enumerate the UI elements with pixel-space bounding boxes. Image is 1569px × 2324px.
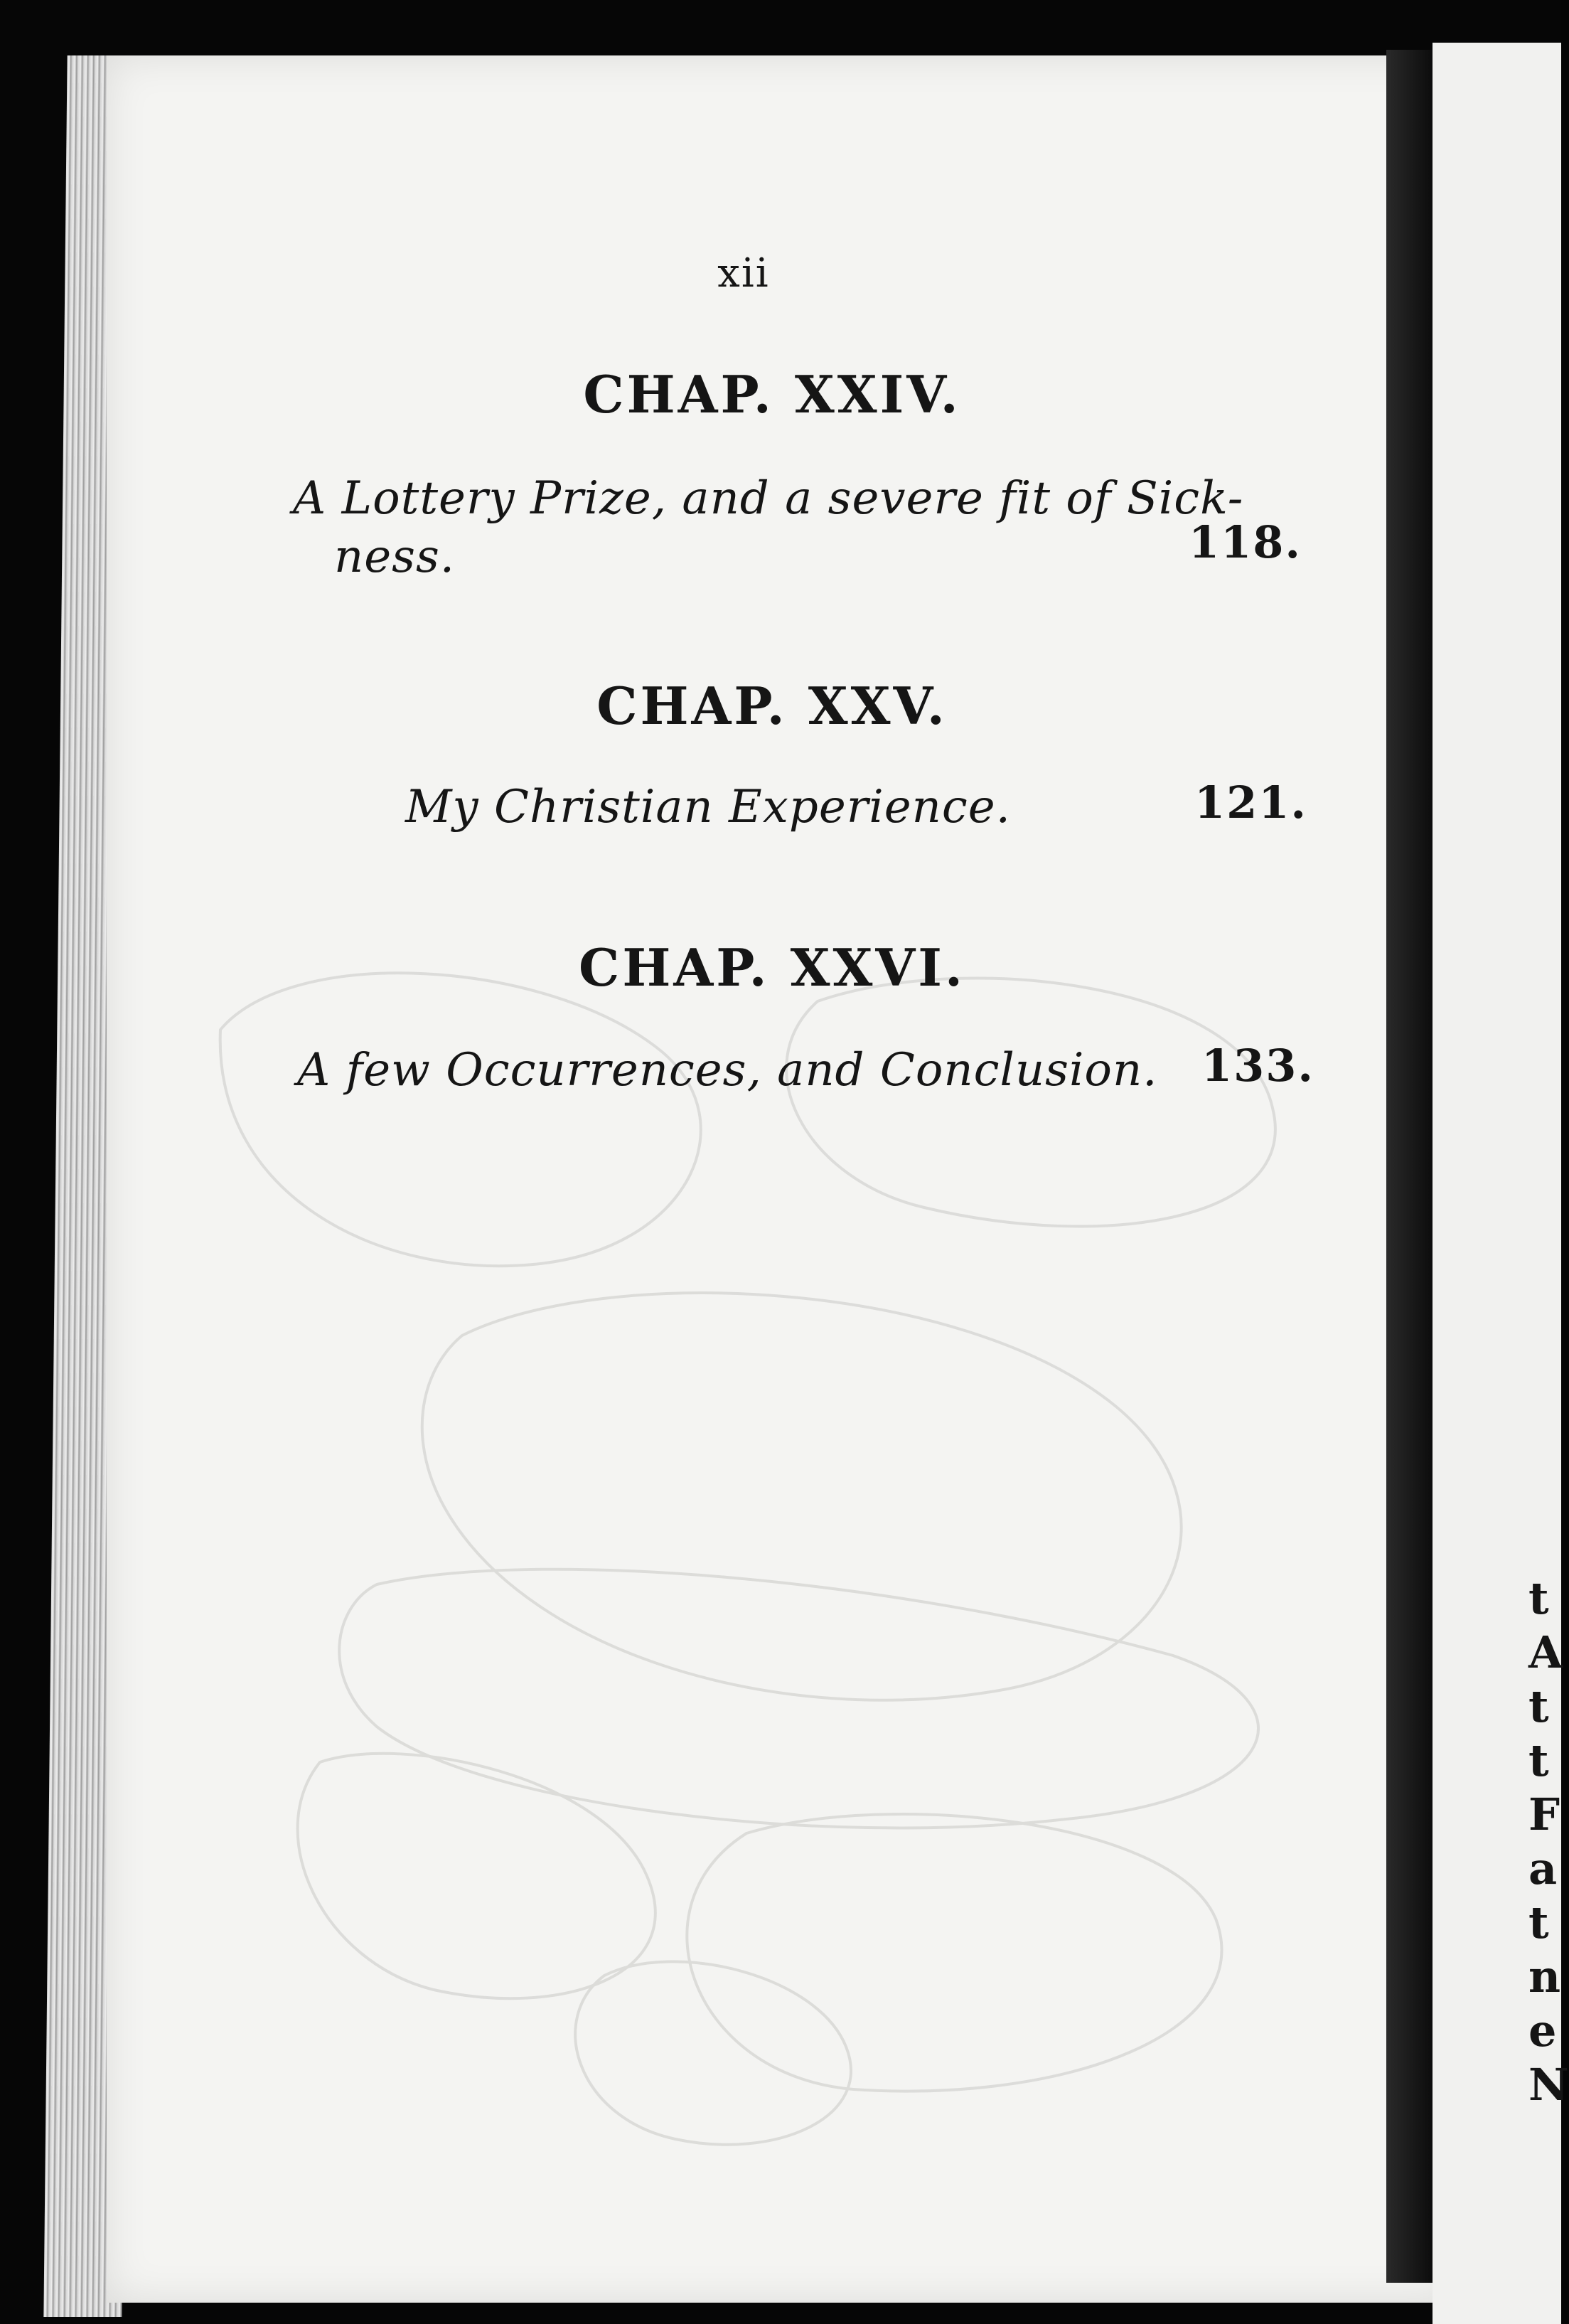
chapter-heading: CHAP. XXV. xyxy=(596,676,948,736)
facing-letter: N xyxy=(1528,2059,1569,2111)
page-number: xii xyxy=(717,250,770,297)
facing-letter: a xyxy=(1528,1843,1558,1894)
facing-letter: F xyxy=(1528,1789,1560,1840)
chapter-title-continuation: ness. xyxy=(334,531,456,583)
chapter-page-number: 118. xyxy=(1189,516,1302,568)
chapter-title: A few Occurrences, and Conclusion. xyxy=(297,1044,1158,1097)
chapter-heading: CHAP. XXVI. xyxy=(579,937,965,998)
facing-letter: A xyxy=(1528,1626,1563,1678)
facing-letter: t xyxy=(1528,1680,1549,1732)
chapter-title: A Lottery Prize, and a severe fit of Sick- xyxy=(293,472,1244,525)
chapter-page-number: 121. xyxy=(1194,777,1308,828)
chapter-page-number: 133. xyxy=(1201,1040,1315,1092)
facing-letter: t xyxy=(1528,1734,1549,1786)
facing-letter: e xyxy=(1528,2005,1557,2057)
chapter-heading: CHAP. XXIV. xyxy=(583,364,961,425)
facing-letter: n xyxy=(1528,1951,1561,2003)
facing-letter: t xyxy=(1528,1572,1549,1624)
facing-page-text xyxy=(1528,1572,1569,2112)
chapter-title: My Christian Experience. xyxy=(405,781,1011,833)
facing-letter: t xyxy=(1528,1897,1549,1949)
